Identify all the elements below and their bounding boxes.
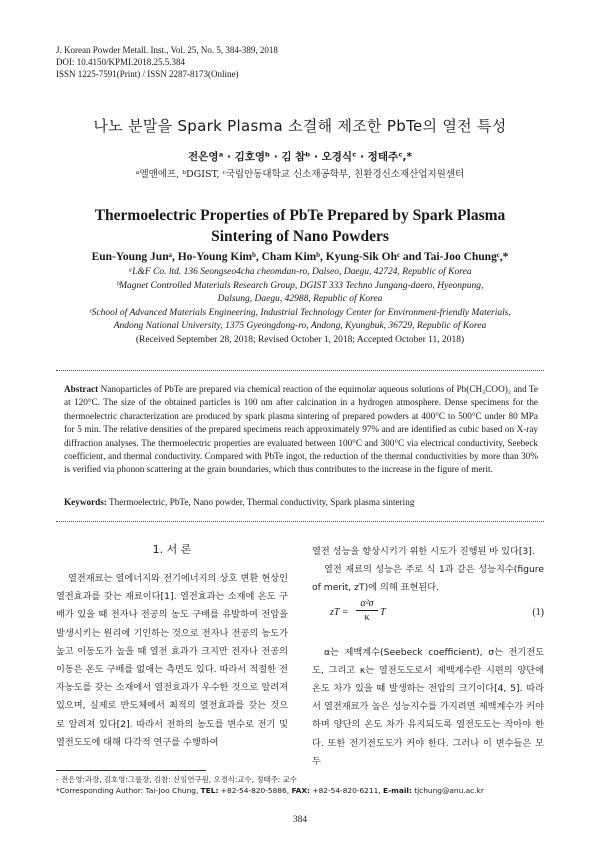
footnotes <box>56 774 484 796</box>
affiliation-a: ᵃL&F Co. ltd. 136 Seongseo4cha cheomdan-ro, Dalseo, Daegu, 42724, Republic of Korea <box>128 267 472 277</box>
affiliation-b-line1: ᵇMagnet Controlled Materials Research Group, DGIST 333 Techno Jungang-daero, Hyeonpung, <box>116 280 484 291</box>
fax-number: +82-54-820-6211, <box>312 786 381 795</box>
tel-label: TEL: <box>200 786 219 795</box>
abstract <box>64 383 538 477</box>
received-dates: (Received September 28, 2018; Revised October 1, 2018; Accepted October 11, 2018) <box>135 335 465 345</box>
keywords-text: Thermoelectric, PbTe, Nano powder, Thermal conductivity, Spark plasma sintering <box>109 497 415 507</box>
equation-number: (1) <box>532 607 544 618</box>
english-affiliations <box>60 266 540 334</box>
english-title-line1: Thermoelectric Properties of PbTe Prepared by Spark Plasma <box>94 207 506 224</box>
corresponding-label: *Corresponding Author: <box>56 786 144 795</box>
left-column <box>56 570 288 752</box>
right-column <box>312 543 544 771</box>
equation-temperature: T <box>380 607 386 618</box>
footnote-rule <box>56 770 206 771</box>
email-label: E-mail: <box>383 786 412 795</box>
journal-citation: J. Korean Powder Metall. Inst., Vol. 25, No. 5, 384-389, 2018 <box>56 45 278 55</box>
footnote-corresponding <box>56 785 484 796</box>
abstract-label: Abstract <box>64 384 99 394</box>
english-title <box>0 205 600 247</box>
equation-fraction <box>356 597 378 625</box>
page-number: 384 <box>292 815 308 825</box>
english-authors: Eun-Young Junᵃ, Ho-Young Kimᵇ, Cham Kimᵇ, Kyung-Sik Ohᶜ and Tai-Joo Chungᶜ,* <box>91 251 509 263</box>
affiliation-b-line2: Dalsung, Daegu, 42988, Republic of Korea <box>217 294 383 304</box>
tel-number: +82-54-820-5886, <box>220 786 290 795</box>
fax-label: FAX: <box>291 786 311 795</box>
right-paragraph-2: 열전 재료의 성능은 주로 식 1과 같은 성능지수(figure of merit, zT)에 의해 표현된다. <box>312 564 544 594</box>
affiliation-c-line2: Andong National University, 1375 Gyeongdong-ro, Andong, Kyungbuk, 36729, Republic of Korea <box>113 321 487 331</box>
email-address[interactable]: tjchung@anu.ac.kr <box>414 786 484 795</box>
section-heading-introduction: 1. 서 론 <box>152 543 192 556</box>
keywords-label: Keywords: <box>64 497 107 507</box>
abstract-bottom-rule <box>56 521 544 522</box>
keywords <box>64 497 538 507</box>
right-paragraph-3: α는 제백계수(Seebeck coefficient), σ는 전기전도도, 그리고 κ는 열전도도로서 제백계수란 시편의 양단에 온도 차가 있을 때 발생하는 전압의 크기이다[4, 5]. 따라서 열전재료가 높은 성능지수를 가지려면 제백계수가 커야 하며 양단의 온도 차가 유지되도록 열전도도는 작아야 한다. 또한 전기전도도가 커야 한다. 그러나 이 변수들은 모두 <box>312 646 544 767</box>
intro-paragraph: 열전재료는 열에너지와 전기에너지의 상호 변환 현상인 열전효과를 갖는 재료이다[1]. 열전효과는 소재에 온도 구배가 있을 때 전자나 전공의 농도 구배를 유발하여 전압을 발생시키는 원리에 기인하는 것으로 전자나 전공의 농도가 높고 이동도가 높을 때 열전 효과가 크지만 전자나 전공의 이동은 온도 구배를 없애는 측면도 있다. 따라서 적절한 전자농도를 갖는 소재에서 열전효과가 우수한 것으로 알려져 있으며, 실제로 반도체에서 최적의 열전효과를 갖는 것으로 알려져 있다[2]. 따라서 전하의 농도를 변수로 전기 및 열전도도에 대해 다각적 연구를 수행하여 <box>56 573 288 748</box>
korean-title: 나노 분말을 Spark Plasma 소결해 제조한 PbTe의 열전 특성 <box>93 117 507 135</box>
affiliation-c-line1: ᶜSchool of Advanced Materials Engineering, Industrial Technology Center for Environment-friendly Materials, <box>89 307 511 318</box>
abstract-top-rule <box>56 370 544 371</box>
corresponding-name: Tai-Joo Chung, <box>145 786 199 795</box>
korean-authors: 전은영ᵃ · 김호영ᵇ · 김 참ᵇ · 오경식ᶜ · 정태주ᶜ,* <box>188 151 412 163</box>
footnote-positions: - 전은영:과장, 김호영:그룹장, 김참: 신임연구원, 오경식:교수, 정태주: 교수 <box>56 775 297 784</box>
korean-affiliations: ᵃ엘앤에프, ᵇDGIST, ᶜ국립안동대학교 신소재공학부, 친환경신소재산업지원센터 <box>135 169 465 180</box>
english-title-line2: Sintering of Nano Powders <box>211 228 389 245</box>
journal-header <box>56 44 278 80</box>
equation-lhs: zT = <box>330 607 349 618</box>
journal-doi: DOI: 10.4150/KPMI.2018.25.5.384 <box>56 57 186 67</box>
equation-1 <box>312 594 544 634</box>
right-paragraph-1: 열전 성능을 향상시키기 위한 시도가 진행된 바 있다[3]. <box>312 546 535 557</box>
equation-denominator: κ <box>364 612 370 623</box>
journal-issn: ISSN 1225-7591(Print) / ISSN 2287-8173(Online) <box>56 69 239 79</box>
abstract-text: Nanoparticles of PbTe are prepared via chemical reaction of the equimolar aqueous solutions of Pb(CH₃COO)₂ and Te at 120°C. The size of the obtained particles is 100 nm after calcination in a hydrogen atmosphere. Dense specimens for the thermoelectric characterization are produced by spark plasma sintering of prepared powders at 400°C to 500°C under 80 MPa for 5 min. The relative densities of the prepared specimens reach approximately 97% and are identified as cubic based on X-ray diffraction analyses. The thermoelectric properties are evaluated between 100°C and 300°C via electrical conductivity, Seebeck coefficient, and thermal conductivity. Compared with PbTe ingot, the reduction of the thermal conductivities by more than 30% is verified via phonon scattering at the grain boundaries, which thus contributes to the increase in the figure of merit. <box>64 384 538 475</box>
equation-numerator: α²σ <box>356 597 378 611</box>
